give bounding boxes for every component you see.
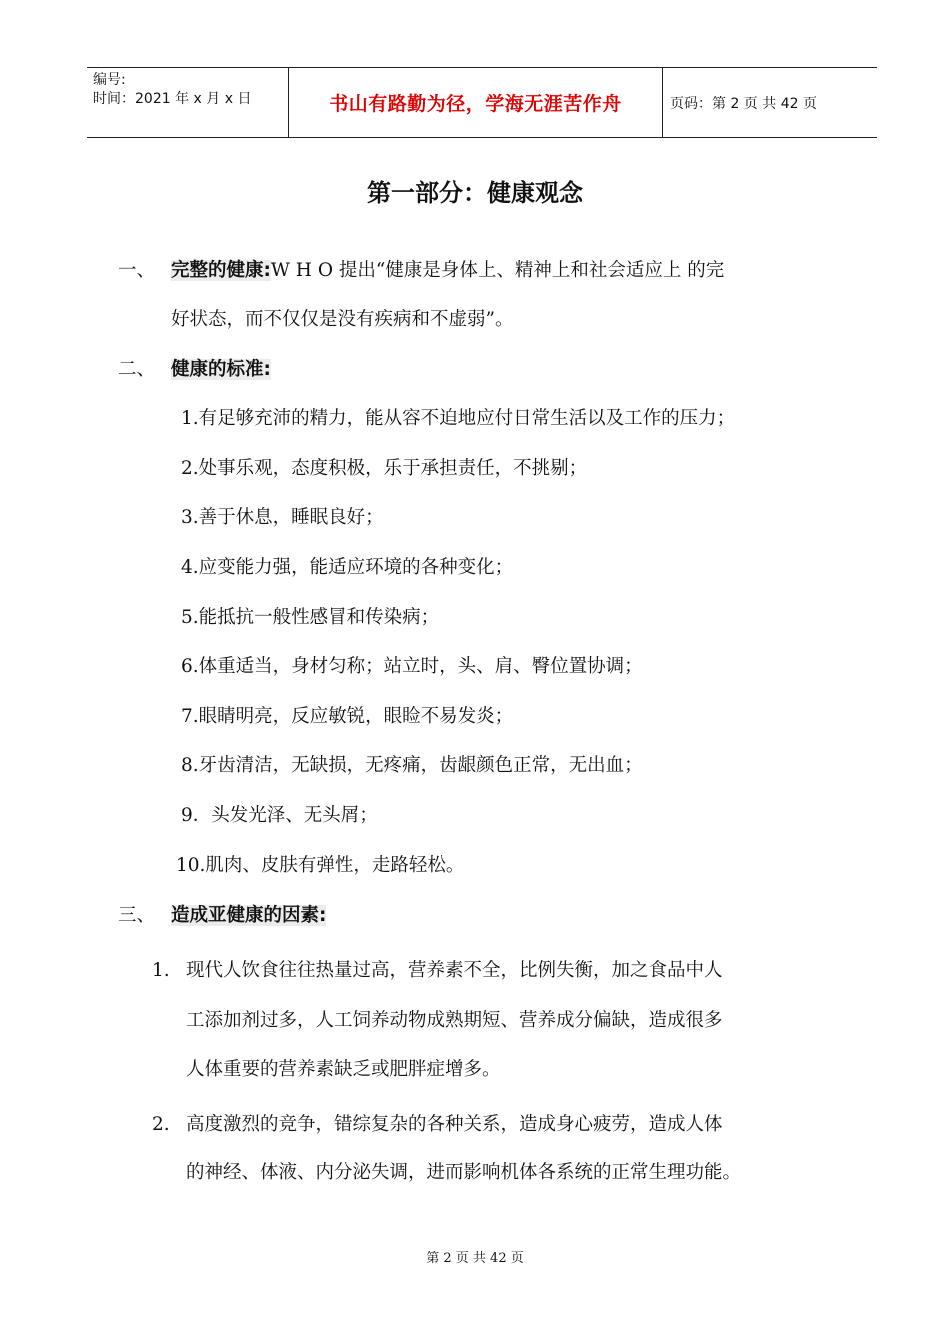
section2-number: 二、	[118, 359, 156, 380]
header-page-info: 页码：第 2 页 共 42 页	[670, 95, 817, 112]
page-title: 第一部分：健康观念	[367, 179, 583, 207]
list-item: 2.处事乐观，态度积极，乐于承担责任，不挑剔；	[181, 458, 588, 479]
section2-heading-line	[171, 357, 271, 383]
section1-line1	[171, 258, 724, 284]
list-item: 1.有足够充沛的精力，能从容不迫地应付日常生活以及工作的压力；	[181, 408, 736, 429]
list-item: 9．头发光泽、无头屑；	[181, 805, 378, 826]
header-motto-cell	[288, 68, 663, 137]
header-meta	[87, 68, 288, 137]
section1-number: 一、	[118, 260, 156, 281]
list-item: 5.能抵抗一般性感冒和传染病；	[181, 607, 440, 628]
time-label: 时间：2021 年 x 月 x 日	[93, 91, 252, 107]
list-item: 6.体重适当，身材匀称；站立时，头、肩、臀位置协调；	[181, 656, 643, 677]
code-label: 编号:	[93, 72, 126, 88]
page-footer: 第 2 页 共 42 页	[426, 1251, 524, 1266]
factor2-line: 高度激烈的竞争，错综复杂的各种关系，造成身心疲劳，造成人体	[186, 1114, 723, 1135]
list-item: 10.肌肉、皮肤有弹性，走路轻松。	[176, 855, 465, 876]
section2-heading: 健康的标准:	[171, 359, 271, 380]
factor1-line: 人体重要的营养素缺乏或肥胖症增多。	[186, 1059, 501, 1080]
factor1-number: 1.	[152, 960, 170, 981]
section1-heading: 完整的健康:	[171, 260, 271, 281]
section3-heading: 造成亚健康的因素:	[171, 905, 327, 926]
list-item: 8.牙齿清洁，无缺损，无疼痛，齿龈颜色正常，无出血；	[181, 755, 643, 776]
section1-line2: 好状态，而不仅仅是没有疾病和不虚弱”。	[171, 309, 514, 330]
section3-number: 三、	[118, 905, 156, 926]
section1-text1: W H O 提出“健康是身体上、精神上和社会适应上 的完	[270, 260, 725, 281]
list-item: 4.应变能力强，能适应环境的各种变化；	[181, 557, 514, 578]
factor1-line: 现代人饮食往往热量过高，营养素不全，比例失衡，加之食品中人	[186, 960, 723, 981]
factor2-number: 2.	[152, 1114, 170, 1135]
factor2-line: 的神经、体液、内分泌失调，进而影响机体各系统的正常生理功能。	[186, 1162, 742, 1183]
list-item: 7.眼睛明亮，反应敏锐，眼睑不易发炎；	[181, 706, 514, 727]
section3-heading-line	[171, 903, 326, 929]
page-header	[87, 67, 877, 138]
list-item: 3.善于休息，睡眠良好；	[181, 507, 384, 528]
factor1-line: 工添加剂过多，人工饲养动物成熟期短、营养成分偏缺，造成很多	[186, 1010, 723, 1031]
motto-text: 书山有路勤为径，学海无涯苦作舟	[329, 93, 622, 115]
